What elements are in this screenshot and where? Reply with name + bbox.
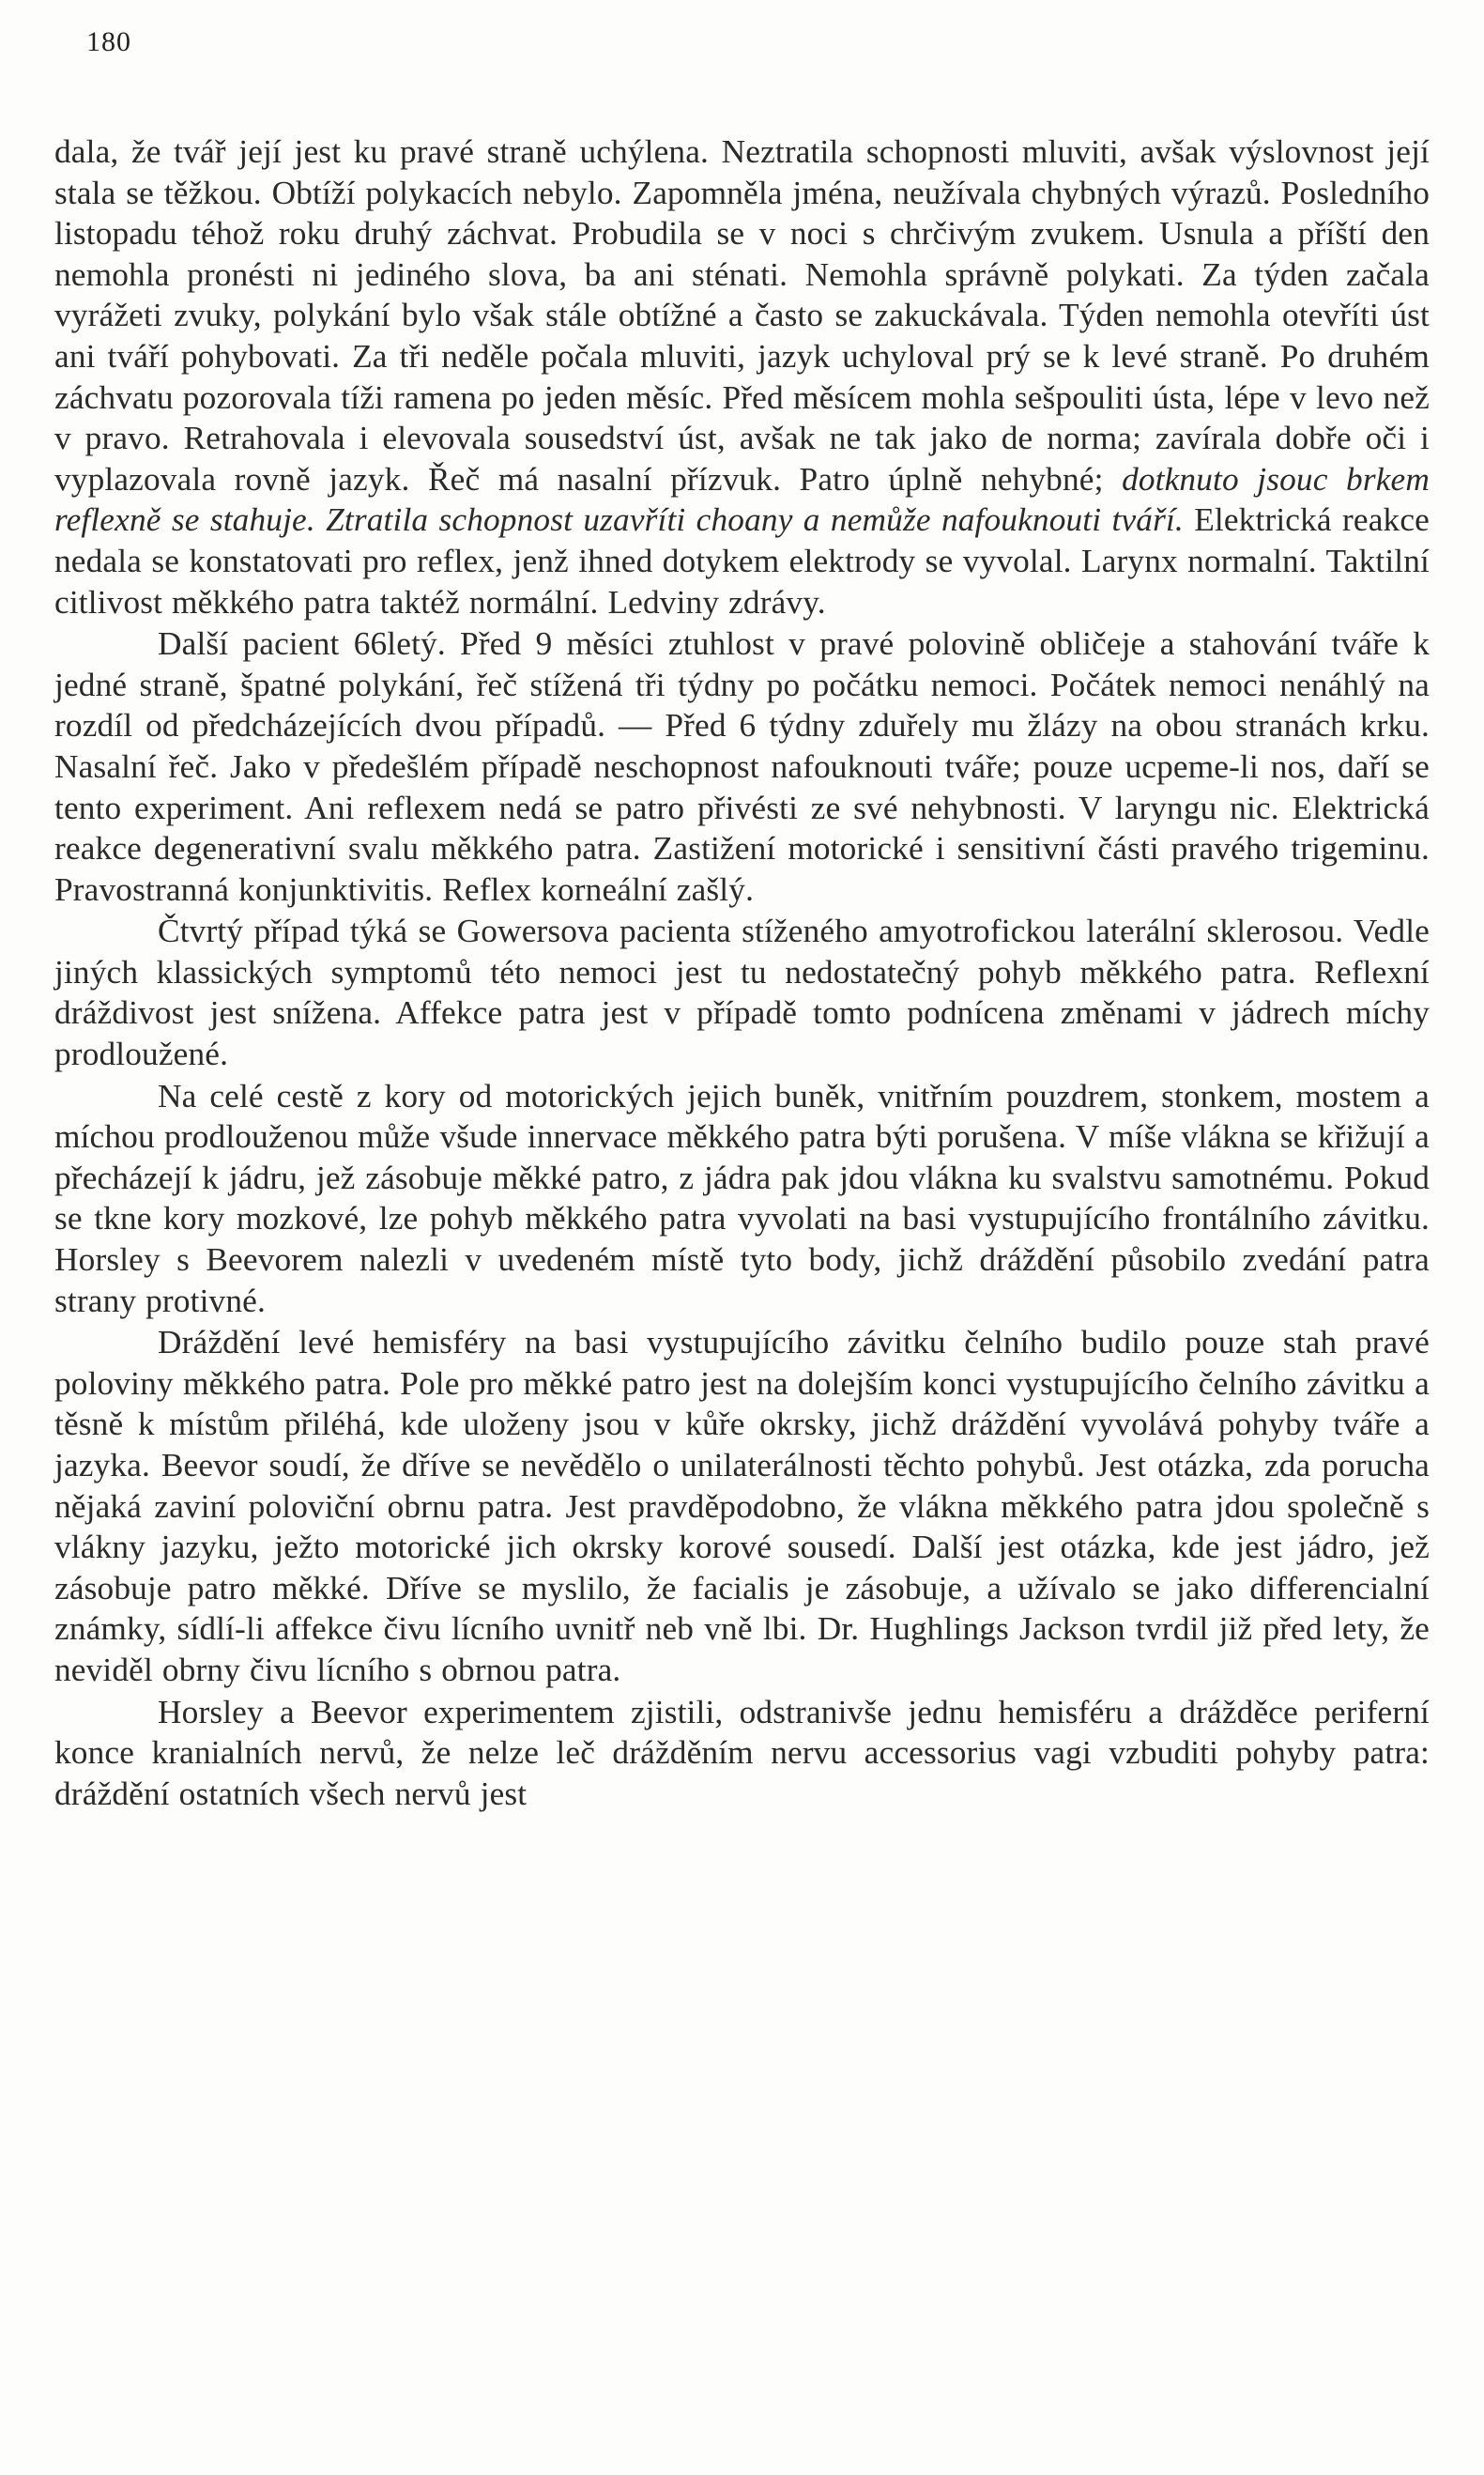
paragraph-4 — [54, 1076, 1430, 1322]
paragraph-1-text-end: Elektrická reakce nedala se konstatovati pro reflex, jenž ihned dotykem elektrody se vyvolal. Larynx normalní. Taktilní citlivost měkkého patra taktéž normální. Ledviny zdrávy. — [54, 501, 1430, 621]
paragraph-6 — [54, 1692, 1430, 1815]
paragraph-2 — [54, 623, 1430, 910]
paragraph-1-italic-text: dotknuto jsouc brkem reflexně se stahuje. Ztratila schopnost uzavříti choany a nemůže nafouknouti tváří. — [54, 460, 1430, 539]
paragraph-5 — [54, 1322, 1430, 1690]
body-text — [54, 131, 1430, 1814]
paragraph-3-text: Čtvrtý případ týká se Gowersova pacienta stíženého amyotrofickou laterální sklerosou. Vedle jiných klassických symptomů této nemoci jest tu nedostatečný pohyb měkkého patra. Reflexní dráždivost jest snížena. Affekce patra jest v případě tomto podnícena změnami v jádrech míchy prodloužené. — [54, 913, 1430, 1073]
paragraph-6-text: Horsley a Beevor experimentem zjistili, odstranivše jednu hemisféru a drážděce periferní konce kranialních nervů, že nelze leč drážděním nervu accessorius vagi vzbuditi pohyby patra: dráždění ostatních všech nervů jest — [54, 1693, 1430, 1812]
paragraph-5-text: Dráždění levé hemisféry na basi vystupujícího závitku čelního budilo pouze stah pravé poloviny měkkého patra. Pole pro měkké patro jest na dolejším konci vystupujícího čelního závitku a těsně k místům přiléhá, kde uloženy jsou v kůře okrsky, jichž dráždění vyvolává pohyby tváře a jazyka. Beevor soudí, že dříve se nevědělo o unilaterálnosti těchto pohybů. Jest otázka, zda porucha nějaká zaviní poloviční obrnu patra. Jest pravděpodobno, že vlákna měkkého patra jdou společně s vlákny jazyku, ježto motorické jich okrsky korové sousedí. Další jest otázka, kde jest jádro, jež zásobuje patro měkké. Dříve se myslilo, že facialis je zásobuje, a užívalo se jako differencialní známky, sídlí-li affekce čivu lícního uvnitř neb vně lbi. Dr. Hughlings Jackson tvrdil již před lety, že neviděl obrny čivu lícního s obrnou patra. — [54, 1324, 1430, 1688]
paragraph-1 — [54, 131, 1430, 623]
paragraph-2-text: Další pacient 66letý. Před 9 měsíci ztuhlost v pravé polovině obličeje a stahování tváře k jedné straně, špatné polykání, řeč stížená tři týdny po počátku nemoci. Počátek nemoci nenáhlý na rozdíl od předcházejících dvou případů. — Před 6 týdny zduřely mu žlázy na obou stranách krku. Nasalní řeč. Jako v předešlém případě neschopnost nafouknouti tváře; pouze ucpeme-li nos, daří se tento experiment. Ani reflexem nedá se patro přivésti ze své nehybnosti. V laryngu nic. Elektrická reakce degenerativní svalu měkkého patra. Zastižení motorické i sensitivní části pravého trigeminu. Pravostranná konjunktivitis. Reflex korneální zašlý. — [54, 625, 1430, 908]
paragraph-4-text: Na celé cestě z kory od motorických jejich buněk, vnitřním pouzdrem, stonkem, mostem a míchou prodlouženou může všude innervace měkkého patra býti porušena. V míše vlákna se křižují a přecházejí k jádru, jež zásobuje měkké patro, z jádra pak jdou vlákna ku svalstvu samotnému. Pokud se tkne kory mozkové, lze pohyb měkkého patra vyvolati na basi vystupujícího frontálního závitku. Horsley s Beevorem nalezli v uvedeném místě tyto body, jichž dráždění působilo zvedání patra strany protivné. — [54, 1077, 1430, 1319]
paragraph-3 — [54, 911, 1430, 1074]
page-number: 180 — [86, 26, 131, 57]
paragraph-1-text: dala, že tvář její jest ku pravé straně uchýlena. Neztratila schopnosti mluviti, avšak výslovnost její stala se těžkou. Obtíží polykacích nebylo. Zapomněla jména, neužívala chybných výrazů. Posledního listopadu téhož roku druhý záchvat. Probudila se v noci s chrčivým zvukem. Usnula a příští den nemohla pronésti ni jediného slova, ba ani sténati. Nemohla správně polykati. Za týden začala vyrážeti zvuky, polykání bylo však stále obtížné a často se zakuckávala. Týden nemohla otevříti úst ani tváří pohybovati. Za tři neděle počala mluviti, jazyk uchyloval prý se k levé straně. Po druhém záchvatu pozorovala tíži ramena po jeden měsíc. Před měsícem mohla sešpouliti ústa, lépe v levo než v pravo. Retrahovala i elevovala sousedství úst, avšak ne tak jako de norma; zavírala dobře oči i vyplazovala rovně jazyk. Řeč má nasalní přízvuk. Patro úplně nehybné; — [54, 133, 1430, 498]
